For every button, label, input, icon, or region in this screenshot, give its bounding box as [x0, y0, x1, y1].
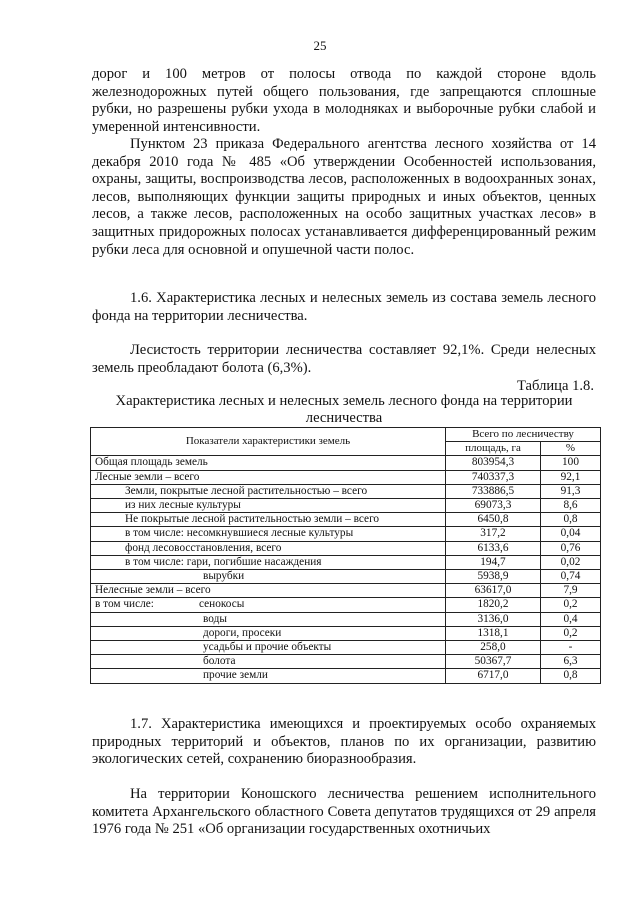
- row-pct: 8,6: [541, 499, 601, 513]
- table-row: [91, 470, 601, 484]
- paragraph-order-23: Пунктом 23 приказа Федерального агентства лесного хозяйства от 14 декабря 2010 года № 485 «Об утверждении Особенностей использования, охраны, защиты, воспроизводства лесов, расположенных в водоохранных зонах, лесов, выполняющих функции защиты природных и иных объектов, ценных лесов, а также лесов, расположенных на особо защитных участках лесов» в защитных придорожных полосах устанавливается дифференцированный режим рубки леса для основной и опушечной части полос.: [92, 136, 596, 258]
- row-pct: 7,9: [541, 584, 601, 598]
- table-row: [91, 626, 601, 640]
- table-row: [91, 456, 601, 470]
- header-area: площадь, га: [446, 442, 541, 456]
- row-label: Нелесные земли – всего: [91, 584, 446, 598]
- row-pct: 0,8: [541, 669, 601, 683]
- row-area: 63617,0: [446, 584, 541, 598]
- header-indicators: Показатели характеристики земель: [91, 428, 446, 456]
- row-area: 1820,2: [446, 598, 541, 612]
- row-label: усадьбы и прочие объекты: [91, 641, 446, 655]
- table-label: Таблица 1.8.: [516, 378, 594, 394]
- row-area: 69073,3: [446, 499, 541, 513]
- row-pct: 0,8: [541, 513, 601, 527]
- row-pct: 100: [541, 456, 601, 470]
- row-pct: 6,3: [541, 655, 601, 669]
- row-label: дороги, просеки: [91, 626, 446, 640]
- row-pct: 0,4: [541, 612, 601, 626]
- row-label: Земли, покрытые лесной растительностью – всего: [91, 484, 446, 498]
- row-area: 1318,1: [446, 626, 541, 640]
- row-label: Лесные земли – всего: [91, 470, 446, 484]
- table-row: [91, 513, 601, 527]
- row-label: болота: [91, 655, 446, 669]
- table-row: [91, 669, 601, 683]
- row-area: 258,0: [446, 641, 541, 655]
- row-area: 5938,9: [446, 570, 541, 584]
- row-label: в том числе: несомкнувшиеся лесные культуры: [91, 527, 446, 541]
- row-pct: -: [541, 641, 601, 655]
- paragraph-forest-cover: Лесистость территории лесничества составляет 92,1%. Среди нелесных земель преобладают болота (6,3%).: [92, 342, 596, 376]
- row-label: в том числе: гари, погибшие насаждения: [91, 555, 446, 569]
- row-label: воды: [91, 612, 446, 626]
- table-row: [91, 612, 601, 626]
- table-row: [91, 541, 601, 555]
- row-area: 740337,3: [446, 470, 541, 484]
- row-label: прочие земли: [91, 669, 446, 683]
- row-pct: 0,2: [541, 598, 601, 612]
- table-row: [91, 499, 601, 513]
- row-area: 317,2: [446, 527, 541, 541]
- row-label: фонд лесовосстановления, всего: [91, 541, 446, 555]
- page-number: 25: [313, 38, 327, 53]
- paragraph-konosha: На территории Коношского лесничества решением исполнительного комитета Архангельского областного Совета депутатов трудящихся от 29 апреля 1976 года № 251 «Об организации государственных охотничьих: [92, 786, 596, 838]
- header-total: Всего по лесничеству: [446, 428, 601, 442]
- section-heading-1-7: 1.7. Характеристика имеющихся и проектируемых особо охраняемых природных территорий и объектов, планов по их организации, развитию экологических сетей, сохранению биоразнообразия.: [92, 716, 596, 768]
- table-row: [91, 484, 601, 498]
- row-area: 803954,3: [446, 456, 541, 470]
- table-row: [91, 555, 601, 569]
- row-area: 50367,7: [446, 655, 541, 669]
- table-row: [91, 570, 601, 584]
- row-pct: 92,1: [541, 470, 601, 484]
- row-pct: 91,3: [541, 484, 601, 498]
- table-row: [91, 641, 601, 655]
- row-area: 733886,5: [446, 484, 541, 498]
- paragraph-continued: дорог и 100 метров от полосы отвода по каждой стороне вдоль железнодорожных путей общего пользования, где запрещаются сплошные рубки, но разрешены рубки ухода в молодняках и выборочные рубки слабой и умеренной интенсивности.: [92, 66, 596, 135]
- row-area: 6717,0: [446, 669, 541, 683]
- header-pct: %: [541, 442, 601, 456]
- row-label-group: [91, 598, 446, 612]
- section-heading-1-6: 1.6. Характеристика лесных и нелесных земель из состава земель лесного фонда на территории лесничества.: [92, 290, 596, 324]
- table-row: [91, 655, 601, 669]
- row-pct: 0,74: [541, 570, 601, 584]
- row-label: Не покрытые лесной растительностью земли – всего: [91, 513, 446, 527]
- row-pct: 0,76: [541, 541, 601, 555]
- row-area: 6133,6: [446, 541, 541, 555]
- row-area: 6450,8: [446, 513, 541, 527]
- row-label: из них лесные культуры: [91, 499, 446, 513]
- table-row: [91, 584, 601, 598]
- land-characteristics-table: [90, 427, 601, 684]
- table-row: [91, 598, 601, 612]
- row-pct: 0,2: [541, 626, 601, 640]
- row-label: сенокосы: [199, 598, 245, 611]
- table-row: [91, 527, 601, 541]
- row-label: Общая площадь земель: [91, 456, 446, 470]
- table-caption: Характеристика лесных и нелесных земель лесного фонда на территории лесничества: [115, 393, 573, 426]
- row-area: 3136,0: [446, 612, 541, 626]
- row-pct: 0,02: [541, 555, 601, 569]
- row-pct: 0,04: [541, 527, 601, 541]
- row-label: вырубки: [91, 570, 446, 584]
- table-header-row: [91, 428, 601, 442]
- row-prefix: в том числе:: [95, 598, 154, 611]
- row-area: 194,7: [446, 555, 541, 569]
